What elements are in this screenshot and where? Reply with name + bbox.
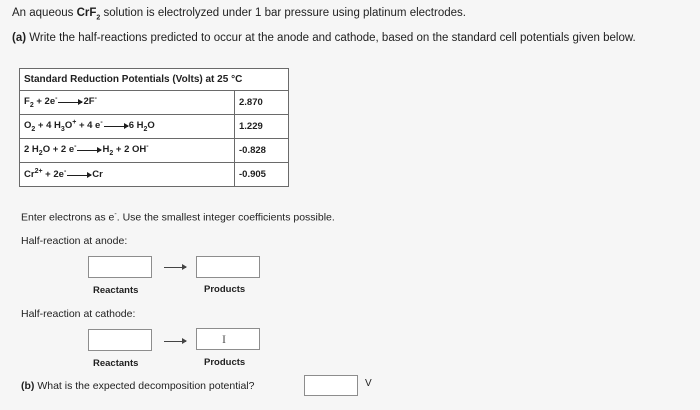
- reaction-cell: $Cr^{2+} + 2e^-$ Cr: [20, 163, 235, 187]
- cathode-products-input[interactable]: [196, 328, 260, 350]
- cathode-reactants-input[interactable]: [88, 329, 152, 351]
- formula-main: CrF: [76, 7, 97, 19]
- instructions: Enter electrons as e-. Use the smallest integer coefficients possible.: [21, 211, 335, 224]
- question-intro: [12, 7, 466, 21]
- reaction-cell: 2 $H_2O + 2$ e- $H_2 + 2$ OH-: [20, 139, 235, 163]
- potential-value: -0.905: [235, 163, 289, 187]
- intro-text-post: solution is electrolyzed under 1 bar pressure using platinum electrodes.: [100, 7, 466, 19]
- table-row: [20, 139, 289, 163]
- table-row: [20, 115, 289, 139]
- reduction-potentials-table: [19, 68, 289, 187]
- formula-sub: 2: [96, 14, 101, 22]
- anode-reactants-input[interactable]: [88, 256, 152, 278]
- part-a-prompt: [12, 32, 636, 44]
- reaction-arrow-icon: [164, 267, 186, 268]
- reaction-arrow-icon: [164, 341, 186, 342]
- reaction-arrow-icon: [77, 150, 101, 151]
- reaction-arrow-icon: [67, 175, 91, 176]
- part-b-text: What is the expected decomposition potential?: [34, 380, 255, 392]
- potential-value: 2.870: [235, 91, 289, 115]
- cathode-reactants-label: Reactants: [93, 358, 139, 369]
- anode-label: Half-reaction at anode:: [21, 235, 128, 247]
- potential-value: -0.828: [235, 139, 289, 163]
- part-a-label: (a): [12, 32, 27, 44]
- reaction-cell: $O_2 + 4$ $H_3O^+ + 4$ e- 6 $H_2O$: [20, 115, 235, 139]
- table-header: Standard Reduction Potentials (Volts) at 25 °C: [20, 69, 289, 91]
- part-b-label: (b): [21, 380, 35, 392]
- unit-label: V: [365, 378, 372, 389]
- anode-reactants-label: Reactants: [93, 285, 139, 296]
- table-row: [20, 163, 289, 187]
- decomposition-potential-input[interactable]: [304, 375, 358, 396]
- part-b-prompt: [21, 380, 254, 392]
- reaction-arrow-icon: [104, 126, 128, 127]
- table-row: [20, 91, 289, 115]
- cathode-products-label: Products: [204, 357, 246, 368]
- text-cursor-icon: I: [222, 332, 226, 346]
- potential-value: 1.229: [235, 115, 289, 139]
- anode-products-input[interactable]: [196, 256, 260, 278]
- anode-products-label: Products: [204, 284, 246, 295]
- reaction-cell: $F_2 + 2e^-$ 2F-: [20, 91, 235, 115]
- cathode-label: Half-reaction at cathode:: [21, 308, 136, 320]
- part-a-text: Write the half-reactions predicted to occur at the anode and cathode, based on the standard cell potentials given below.: [26, 32, 636, 44]
- reaction-arrow-icon: [58, 102, 82, 103]
- intro-text-pre: An aqueous: [12, 7, 77, 19]
